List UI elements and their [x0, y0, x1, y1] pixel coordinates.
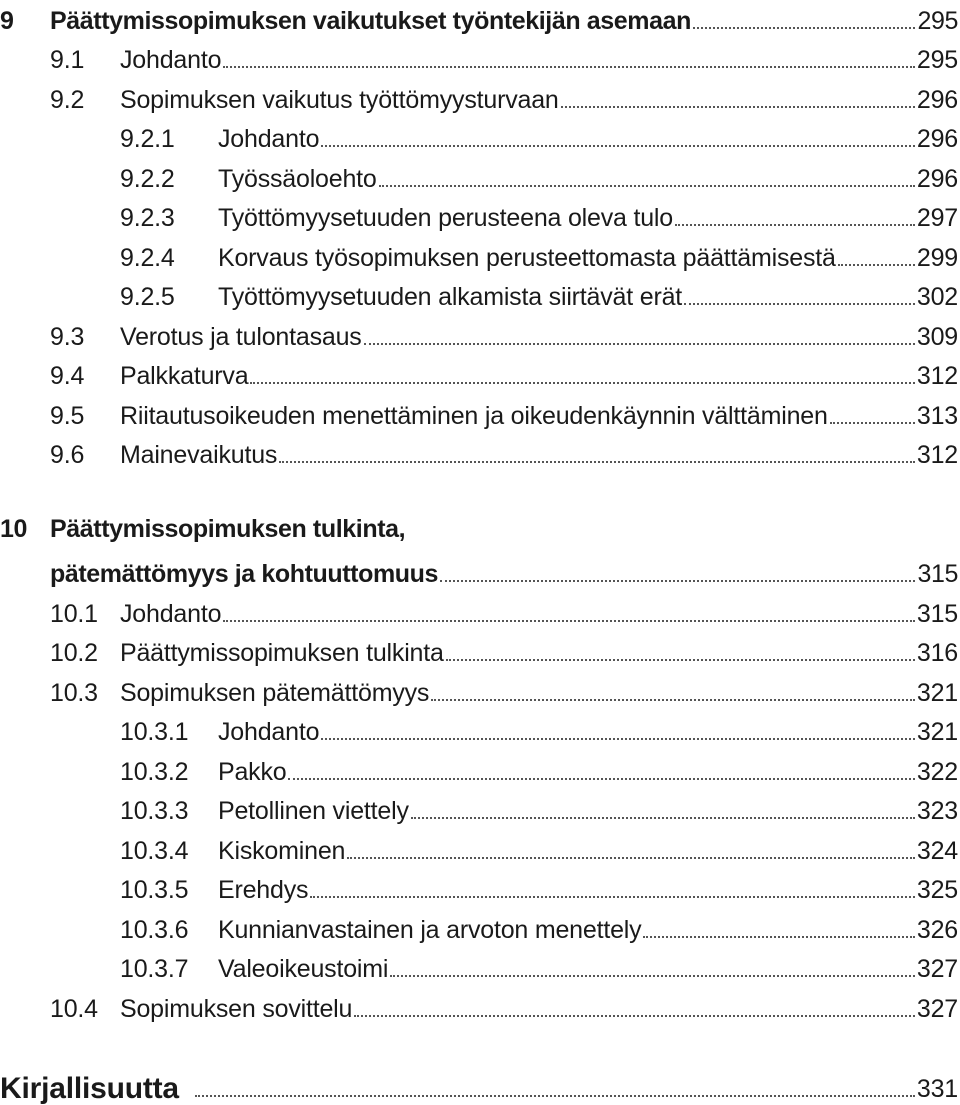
dot-leader	[364, 343, 915, 345]
toc-subsection-10-3-4[interactable]	[0, 830, 958, 866]
toc-subsection-10-3-1[interactable]	[0, 711, 958, 747]
toc-section-9-5[interactable]	[0, 395, 958, 431]
toc-title-continued: pätemättömyys ja kohtuuttomuus	[50, 560, 439, 588]
toc-page: 331	[916, 1075, 958, 1103]
toc-title: Sopimuksen sovittelu	[120, 995, 353, 1023]
toc-title: Johdanto	[120, 600, 222, 628]
toc-number: 9.3	[50, 323, 85, 351]
toc-title: Päättymissopimuksen tulkinta	[120, 639, 444, 667]
toc-page: 321	[916, 679, 958, 707]
toc-page: 315	[917, 560, 958, 588]
toc-page: 297	[916, 204, 958, 232]
toc-page: 327	[916, 955, 958, 983]
toc-section-9-1[interactable]	[0, 39, 958, 75]
toc-chapter-10-line1[interactable]	[0, 514, 405, 544]
toc-number: 9.2.1	[120, 125, 175, 153]
dot-leader	[693, 27, 916, 29]
toc-page: 327	[916, 995, 958, 1023]
dot-leader	[431, 699, 915, 701]
toc-number: 9.2.4	[120, 244, 175, 272]
toc-number: 10.3.5	[120, 876, 189, 904]
toc-page: 313	[916, 402, 958, 430]
toc-number: 10.3.3	[120, 797, 189, 825]
toc-section-9-4[interactable]	[0, 355, 958, 391]
toc-section-10-1[interactable]	[0, 593, 958, 629]
dot-leader	[411, 817, 915, 819]
dot-leader	[195, 1095, 915, 1097]
toc-section-9-6[interactable]	[0, 434, 958, 470]
dot-leader	[347, 857, 915, 859]
toc-subsection-9-2-4[interactable]	[0, 237, 958, 273]
dot-leader	[223, 620, 915, 622]
toc-number: 10.3.2	[120, 758, 189, 786]
toc-subsection-10-3-3[interactable]	[0, 790, 958, 826]
dot-leader	[288, 778, 914, 780]
toc-page: 296	[916, 86, 958, 114]
toc-title: Kiskominen	[218, 837, 346, 865]
toc-subsection-10-3-2[interactable]	[0, 751, 958, 787]
toc-page: 296	[916, 165, 958, 193]
toc-section-10-4[interactable]	[0, 988, 958, 1024]
toc-subsection-9-2-5[interactable]	[0, 276, 958, 312]
toc-number: 10	[0, 515, 28, 543]
toc-section-10-3[interactable]	[0, 672, 958, 708]
toc-title: Työssäoloehto	[218, 165, 377, 193]
toc-bibliography[interactable]	[0, 1066, 958, 1104]
toc-number: 10.2	[50, 639, 98, 667]
toc-subsection-10-3-7[interactable]	[0, 948, 958, 984]
toc-number: 10.3.1	[120, 718, 189, 746]
toc-section-9-2[interactable]	[0, 79, 958, 115]
toc-subsection-9-2-1[interactable]	[0, 118, 958, 154]
toc-number: 9	[0, 7, 14, 35]
toc-page: 302	[916, 283, 958, 311]
dot-leader	[354, 1015, 915, 1017]
toc-title: Työttömyysetuuden perusteena oleva tulo	[218, 204, 673, 232]
toc-page: 324	[916, 837, 958, 865]
toc-title: Johdanto	[120, 46, 222, 74]
toc-page: 312	[916, 362, 958, 390]
dot-leader	[379, 185, 915, 187]
toc-page: 296	[916, 125, 958, 153]
dot-leader	[279, 461, 915, 463]
toc-page: 299	[916, 244, 958, 272]
toc-page: 309	[916, 323, 958, 351]
toc-title: Sopimuksen vaikutus työttömyysturvaan	[120, 86, 559, 114]
toc-title: Korvaus työsopimuksen perusteettomasta päättämisestä	[218, 244, 836, 272]
dot-leader	[830, 422, 915, 424]
dot-leader	[838, 264, 915, 266]
toc-number: 9.2.2	[120, 165, 175, 193]
dot-leader	[446, 659, 915, 661]
toc-page: 322	[916, 758, 958, 786]
toc-title: Työttömyysetuuden alkamista siirtävät erät	[218, 283, 683, 311]
toc-number: 10.3	[50, 679, 98, 707]
dot-leader	[643, 936, 914, 938]
toc-page: 312	[916, 441, 958, 469]
toc-page: 316	[916, 639, 958, 667]
toc-number: 10.3.7	[120, 955, 189, 983]
dot-leader	[223, 66, 915, 68]
toc-number: 9.1	[50, 46, 85, 74]
toc-title: Palkkaturva	[120, 362, 249, 390]
dot-leader	[684, 303, 915, 305]
toc-title: Päättymissopimuksen tulkinta,	[50, 515, 406, 543]
toc-page: 323	[916, 797, 958, 825]
toc-section-10-2[interactable]	[0, 632, 958, 668]
toc-title: Riitautusoikeuden menettäminen ja oikeudenkäynnin välttäminen	[120, 402, 828, 430]
toc-subsection-9-2-2[interactable]	[0, 158, 958, 194]
toc-title: Verotus ja tulontasaus	[120, 323, 362, 351]
toc-title: Petollinen viettely	[218, 797, 409, 825]
toc-title: Kirjallisuutta	[0, 1072, 179, 1105]
dot-leader	[440, 580, 915, 582]
toc-number: 9.5	[50, 402, 85, 430]
dot-leader	[321, 145, 915, 147]
toc-page: 326	[916, 916, 958, 944]
toc-subsection-10-3-5[interactable]	[0, 869, 958, 905]
toc-page: 315	[916, 600, 958, 628]
toc-number: 10.3.6	[120, 916, 189, 944]
toc-number: 9.4	[50, 362, 85, 390]
toc-number: 9.2.5	[120, 283, 175, 311]
toc-number: 10.1	[50, 600, 98, 628]
toc-title: Valeoikeustoimi	[218, 955, 389, 983]
dot-leader	[321, 738, 915, 740]
toc-subsection-9-2-3[interactable]	[0, 197, 958, 233]
toc-title: Päättymissopimuksen vaikutukset työntekijän asemaan	[50, 7, 691, 35]
dot-leader	[250, 382, 914, 384]
toc-section-9-3[interactable]	[0, 316, 958, 352]
toc-number: 9.6	[50, 441, 85, 469]
toc-title: Johdanto	[218, 718, 320, 746]
toc-page: 325	[916, 876, 958, 904]
dot-leader	[390, 975, 915, 977]
toc-title: Mainevaikutus	[120, 441, 278, 469]
toc-number: 9.2	[50, 86, 85, 114]
toc-number: 9.2.3	[120, 204, 175, 232]
toc-title: Johdanto	[218, 125, 320, 153]
toc-page: 321	[916, 718, 958, 746]
toc-title: Pakko	[218, 758, 287, 786]
toc-title: Kunnianvastainen ja arvoton menettely	[218, 916, 642, 944]
dot-leader	[561, 106, 915, 108]
dot-leader	[310, 896, 915, 898]
toc-page: 295	[916, 46, 958, 74]
toc-title: Sopimuksen pätemättömyys	[120, 679, 430, 707]
dot-leader	[675, 224, 915, 226]
toc-number: 10.3.4	[120, 837, 189, 865]
toc-page: 295	[917, 7, 958, 35]
toc-title: Erehdys	[218, 876, 309, 904]
toc-subsection-10-3-6[interactable]	[0, 909, 958, 945]
toc-chapter-9[interactable]	[0, 0, 958, 36]
toc-number: 10.4	[50, 995, 98, 1023]
toc-chapter-10-line2[interactable]	[0, 553, 958, 589]
